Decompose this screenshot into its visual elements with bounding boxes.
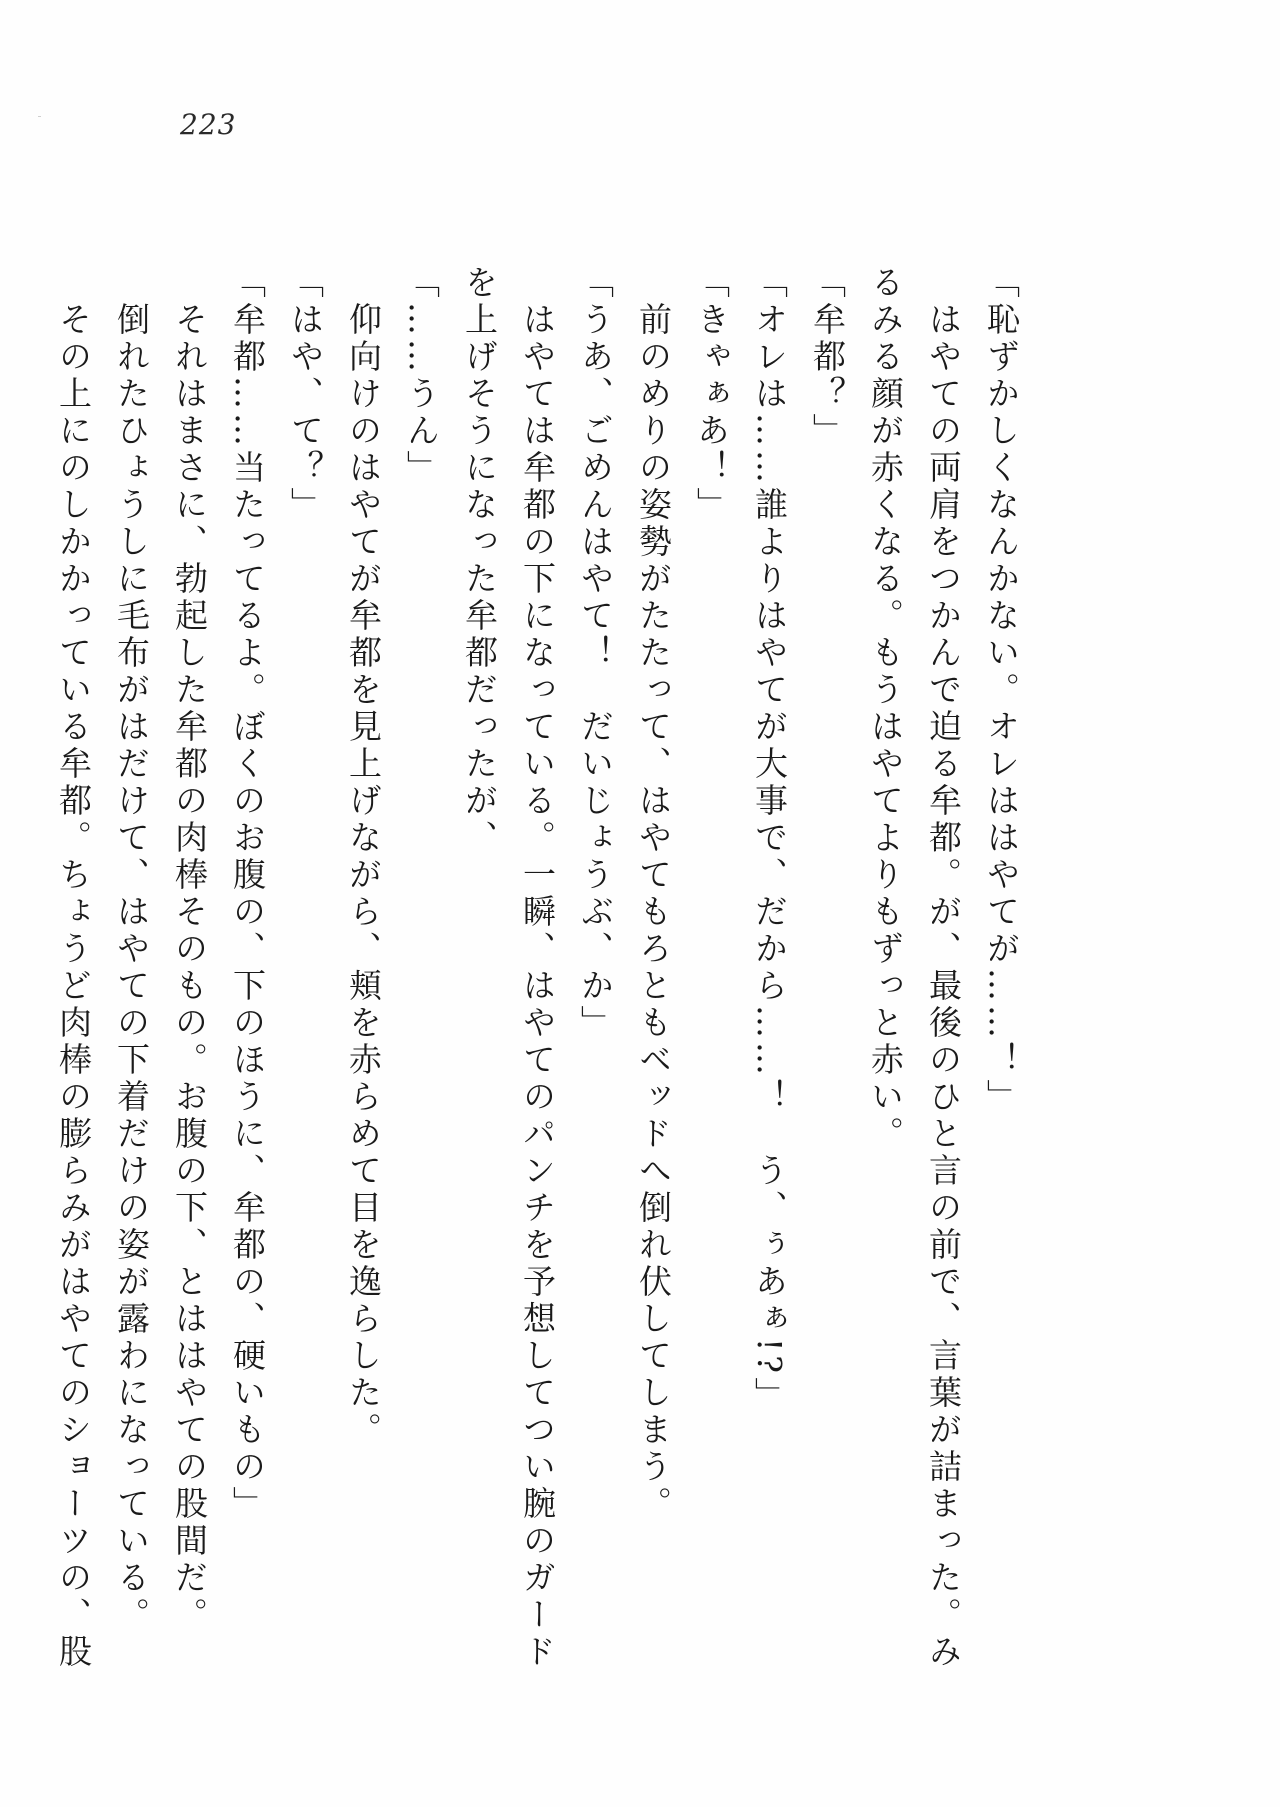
text-line: 「……うん」 bbox=[402, 265, 441, 487]
text-line: 「牟都……当たってるよ。ぼくのお腹の、下のほうに、牟都の、硬いもの」 bbox=[228, 265, 267, 1523]
text-line: 「うあ、ごめんはやて！ だいじょうぶ、か」 bbox=[576, 265, 615, 1042]
text-line: 「オレは……誰よりはやてが大事で、だから……！ う、ぅあぁ!?」 bbox=[750, 265, 789, 1414]
text-line: 倒れたひょうしに毛布がはだけて、はやての下着だけの姿が露わになっている。 bbox=[112, 265, 151, 1634]
text-line: はやての両肩をつかんで迫る牟都。が、最後のひと言の前で、言葉が詰まった。み bbox=[924, 265, 963, 1671]
margin-mark bbox=[38, 116, 41, 117]
text-line: その上にのしかかっている牟都。ちょうど肉棒の膨らみがはやてのショーツの、股 bbox=[54, 265, 93, 1671]
vertical-text-body bbox=[44, 265, 1030, 1671]
page-number: 223 bbox=[180, 108, 237, 141]
text-line: 前のめりの姿勢がたたって、はやてもろともベッドへ倒れ伏してしまう。 bbox=[634, 265, 673, 1523]
text-line: 「はや、て？」 bbox=[286, 265, 325, 524]
text-line: を上げそうになった牟都だったが、 bbox=[460, 265, 499, 857]
text-line: 「きゃぁあ！」 bbox=[692, 265, 731, 524]
text-line: 仰向けのはやてが牟都を見上げながら、頬を赤らめて目を逸らした。 bbox=[344, 265, 383, 1449]
text-line: 「牟都？」 bbox=[808, 265, 847, 450]
text-line: はやては牟都の下になっている。一瞬、はやてのパンチを予想してつい腕のガード bbox=[518, 265, 557, 1671]
text-line: 「恥ずかしくなんかない。オレははやてが……！」 bbox=[982, 265, 1021, 1116]
text-line: それはまさに、勃起した牟都の肉棒そのもの。お腹の下、とははやての股間だ。 bbox=[170, 265, 209, 1634]
text-line: るみる顔が赤くなる。もうはやてよりもずっと赤い。 bbox=[866, 265, 905, 1153]
